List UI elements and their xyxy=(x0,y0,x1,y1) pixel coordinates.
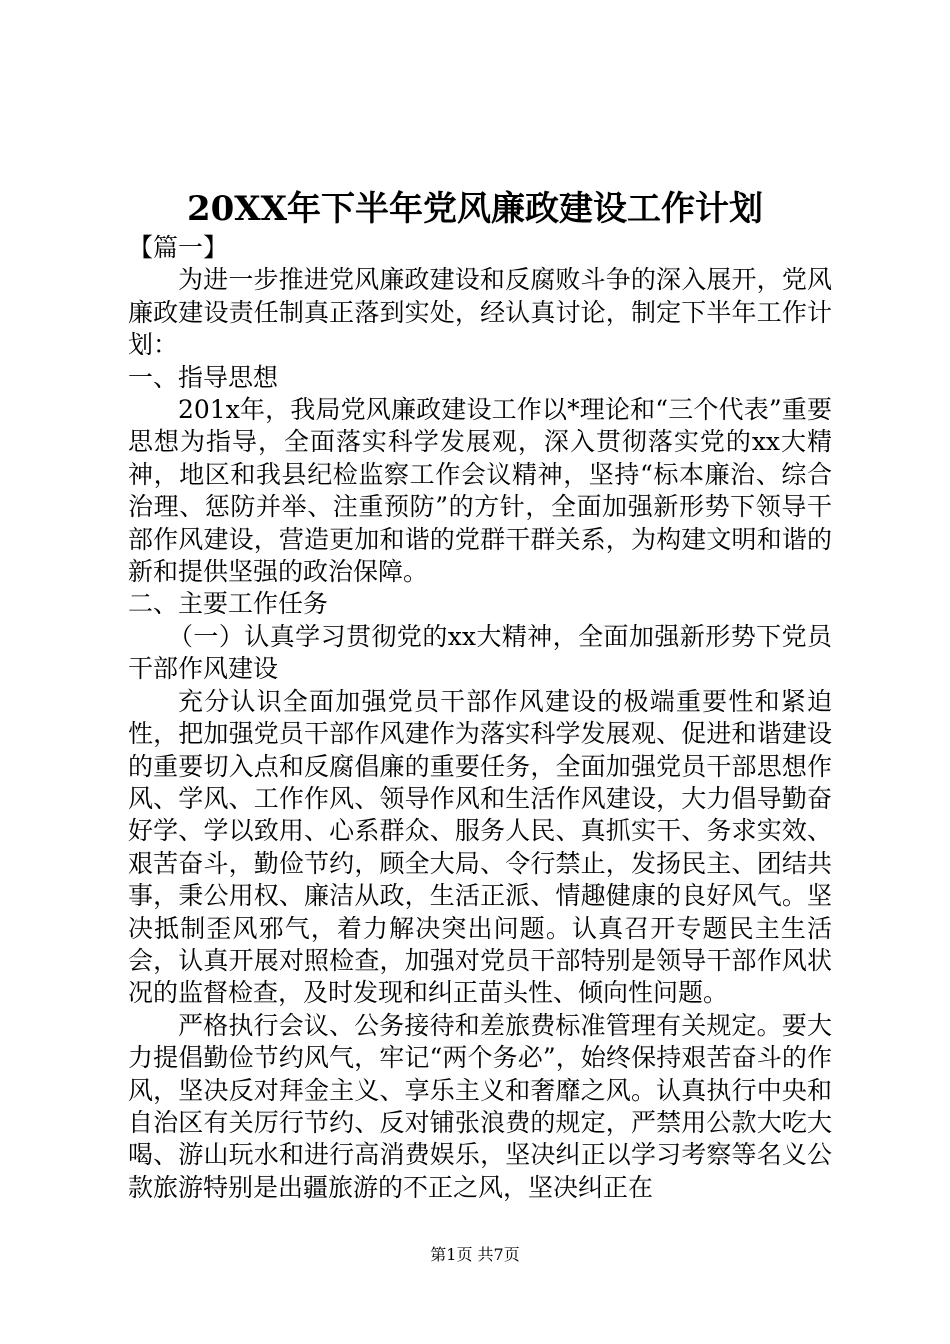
document-body xyxy=(128,232,832,1204)
subsection1-heading: （一）认真学习贯彻党的xx大精神，全面加强新形势下党员干部作风建设 xyxy=(128,621,832,684)
body-paragraph-2: 严格执行会议、公务接待和差旅费标准管理有关规定。要大力提倡勤俭节约风气，牢记“两个务必”，始终保持艰苦奋斗的作风，坚决反对拜金主义、享乐主义和奢靡之风。认真执行中央和自治区有关厉行节约、反对铺张浪费的规定，严禁用公款大吃大喝、游山玩水和进行高消费娱乐，坚决纠正以学习考察等名义公款旅游特别是出疆旅游的不正之风，坚决纠正在 xyxy=(128,1010,832,1202)
body-paragraph-1: 充分认识全面加强党员干部作风建设的极端重要性和紧迫性，把加强党员干部作风建作为落实科学发展观、促进和谐建设的重要切入点和反腐倡廉的重要任务，全面加强党员干部思想作风、学风、工作作风、领导作风和生活作风建设，大力倡导勤奋好学、学以致用、心系群众、服务人民、真抓实干、务求实效、艰苦奋斗，勤俭节约，顾全大局、令行禁止，发扬民主、团结共事，秉公用权、廉洁从政，生活正派、情趣健康的良好风气。坚决抵制歪风邪气，着力解决突出问题。认真召开专题民主生活会，认真开展对照检查，加强对党员干部特别是领导干部作风状况的监督检查，及时发现和纠正苗头性、倾向性问题。 xyxy=(128,686,832,1008)
section1-paragraph: 201x年，我局党风廉政建设工作以*理论和“三个代表”重要思想为指导，全面落实科学发展观，深入贯彻落实党的xx大精神，地区和我县纪检监察工作会议精神，坚持“标本廉治、综合治理、惩防并举、注重预防”的方针，全面加强新形势下领导干部作风建设，营造更加和谐的党群干群关系，为构建文明和谐的新和提供坚强的政治保障。 xyxy=(128,395,832,587)
document-title: 20XX年下半年党风廉政建设工作计划 xyxy=(186,189,764,229)
page-footer: 第1页 共7页 xyxy=(430,1245,520,1264)
intro-paragraph: 为进一步推进党风廉政建设和反腐败斗争的深入展开，党风廉政建设责任制真正落到实处，经认真讨论，制定下半年工作计划： xyxy=(128,265,832,360)
part-label: 【篇一】 xyxy=(128,233,229,262)
section1-heading: 一、指导思想 xyxy=(128,362,279,392)
section2-heading: 二、主要工作任务 xyxy=(128,589,329,619)
